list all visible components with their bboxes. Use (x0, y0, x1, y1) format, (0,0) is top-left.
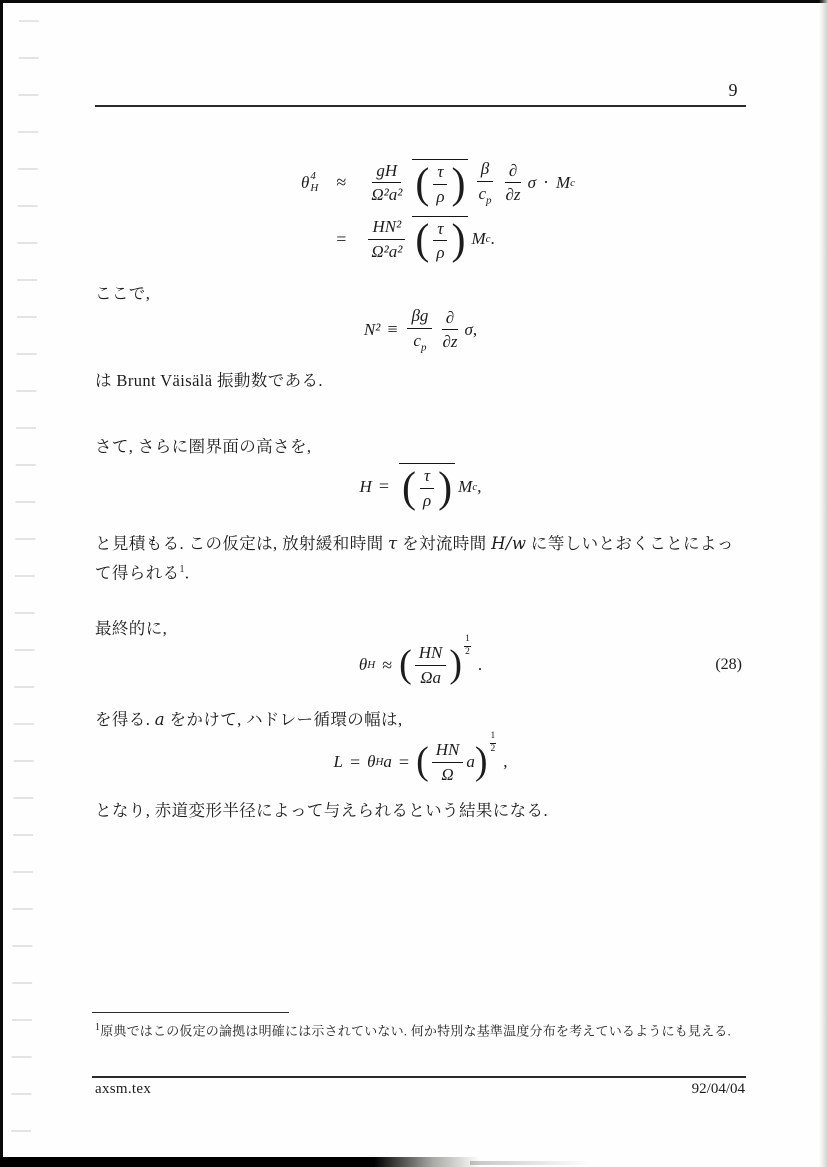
math-token: a (466, 752, 475, 772)
math-token: N² (363, 319, 381, 339)
eq1-lhs (301, 171, 318, 194)
math-token: Ω (441, 764, 454, 784)
paragraph-obtain (95, 707, 748, 733)
math-token: a (383, 752, 392, 772)
fraction (474, 159, 495, 207)
overline-group (412, 216, 468, 263)
left-paren: ( (401, 463, 416, 512)
math-token: H (310, 181, 319, 194)
paragraph-result: となり, 赤道変形半径によって与えられるという結果になる. (95, 801, 548, 820)
math-subscript: H (367, 659, 376, 672)
math-token (474, 182, 495, 207)
paragraph-height-intro: さて, さらに圏界面の高さを, (95, 437, 312, 456)
fraction (367, 217, 406, 261)
text-segment: を対流時間 (397, 534, 492, 553)
left-paren: ( (416, 739, 429, 784)
math-token: ∂ (505, 161, 521, 184)
math-token: HN (432, 740, 464, 763)
equation-28 (95, 634, 746, 687)
math-token: M (555, 172, 571, 192)
math-token: c (478, 183, 487, 203)
fraction (407, 306, 432, 354)
paragraph-brunt: は Brunt Väisälä 振動数である. (95, 371, 323, 390)
period: . (477, 655, 483, 675)
right-paren: ) (474, 739, 488, 784)
fraction (419, 466, 435, 510)
math-subscript: p (420, 340, 427, 353)
paragraph-here: ここで, (95, 284, 151, 303)
math-token: σ (527, 172, 536, 192)
right-paren: ) (451, 216, 466, 265)
binding-marks (11, 20, 39, 1135)
text-segment: に等しいとおくことによって得られる (95, 534, 734, 583)
equation-n-squared (95, 306, 746, 354)
math-token: H (359, 476, 372, 496)
comma: , (472, 319, 478, 339)
math-supsub (310, 171, 318, 194)
equation-theta4 (301, 159, 575, 263)
fraction (432, 740, 464, 784)
math-token: a (154, 710, 165, 729)
math-token: Ω²a² (371, 241, 403, 261)
left-paren: ( (399, 642, 412, 687)
math-token: σ (464, 319, 473, 339)
math-token: θ (358, 655, 368, 675)
math-subscript: H (375, 756, 384, 769)
math-token: ρ (436, 243, 445, 263)
math-token: 2 (490, 743, 496, 754)
footer-filename: axsm.tex (95, 1081, 152, 1097)
math-token: ∂z (442, 332, 458, 352)
equiv-sign: ≡ (387, 319, 398, 340)
paragraph-estimate (95, 531, 748, 587)
equation-hadley-width (95, 731, 746, 784)
math-token: H/w (491, 534, 527, 553)
overline-group (412, 159, 468, 206)
exponent-half (490, 732, 497, 754)
equation-number: (28) (715, 656, 742, 674)
header-rule (95, 105, 746, 107)
math-token: gH (372, 161, 401, 184)
approx-sign: ≈ (336, 172, 347, 193)
overline-group (399, 463, 455, 510)
scan-edge-left (0, 0, 3, 1167)
eq1-rhs-line1 (364, 159, 575, 207)
period: . (490, 229, 495, 249)
math-token: τ (420, 466, 434, 489)
math-token: β (477, 159, 493, 182)
math-token: Ω²a² (371, 185, 403, 205)
math-subscript: c (472, 480, 478, 493)
equals-sign: = (378, 476, 389, 497)
math-token: 1 (490, 732, 497, 744)
math-token: τ (433, 219, 447, 242)
math-token: HN (415, 643, 447, 666)
math-token: θ (367, 752, 376, 772)
fraction (502, 161, 525, 205)
math-token: ∂z (505, 185, 521, 205)
equation-tropopause-height (95, 463, 746, 510)
page-number: 9 (728, 80, 738, 100)
scan-edge-bottom (0, 1157, 480, 1167)
math-token: 2 (465, 646, 470, 657)
cdot: · (542, 172, 549, 193)
math-token: θ (301, 172, 310, 192)
math-token: τ (433, 162, 447, 185)
approx-sign: ≈ (382, 654, 393, 675)
footnote-text: 原典ではこの仮定の論拠は明確には示されていない. 何か特別な基準温度分布を考えているようにも見える. (100, 1023, 731, 1039)
footer-date: 92/04/04 (691, 1081, 745, 1097)
fraction (438, 308, 461, 352)
math-token: τ (388, 534, 398, 553)
math-token: M (471, 229, 486, 249)
math-token: 1 (464, 635, 471, 647)
exponent-half (464, 635, 471, 657)
fraction (432, 219, 448, 263)
equals-sign: = (336, 228, 347, 249)
math-token: βg (407, 306, 432, 329)
comma: , (503, 752, 508, 772)
fraction (432, 162, 448, 206)
left-paren: ( (415, 159, 430, 208)
comma: , (477, 476, 482, 496)
left-paren: ( (415, 216, 430, 265)
math-token: HN² (368, 217, 405, 240)
math-token: L (333, 752, 343, 772)
right-paren: ) (438, 463, 453, 512)
equals-sign: = (398, 751, 410, 772)
math-token (409, 329, 430, 354)
math-token: ρ (436, 186, 445, 206)
fraction (415, 643, 447, 687)
footnote-reference: 1 (179, 564, 185, 575)
math-subscript: c (570, 176, 576, 189)
footnote-rule (92, 1012, 289, 1013)
text-segment: と見積もる. この仮定は, 放射緩和時間 (95, 534, 389, 553)
math-subscript: p (486, 193, 492, 206)
math-token: c (413, 330, 421, 350)
math-token: ρ (422, 490, 432, 510)
text-segment: を得る. (95, 710, 155, 729)
math-token: M (458, 476, 473, 496)
text-segment: をかけて, ハドレー循環の幅は, (165, 710, 403, 729)
paragraph-finally: 最終的に, (95, 619, 168, 638)
right-paren: ) (449, 642, 463, 687)
scan-edge-bottom-fade (470, 1161, 590, 1165)
math-subscript: c (485, 233, 491, 246)
right-paren: ) (451, 159, 466, 208)
math-token: ∂ (442, 308, 458, 331)
scan-edge-right (819, 0, 828, 1167)
fraction (367, 161, 406, 205)
scan-edge-top (0, 0, 828, 3)
math-token: Ωa (420, 667, 441, 687)
text-segment: . (184, 563, 190, 583)
equals-sign: = (349, 751, 361, 772)
eq1-rhs-line2 (364, 216, 575, 263)
footer-rule (92, 1076, 746, 1078)
footnote-mark: 1 (95, 1022, 101, 1033)
footnote (95, 1018, 750, 1041)
math-token: 4 (310, 170, 316, 183)
